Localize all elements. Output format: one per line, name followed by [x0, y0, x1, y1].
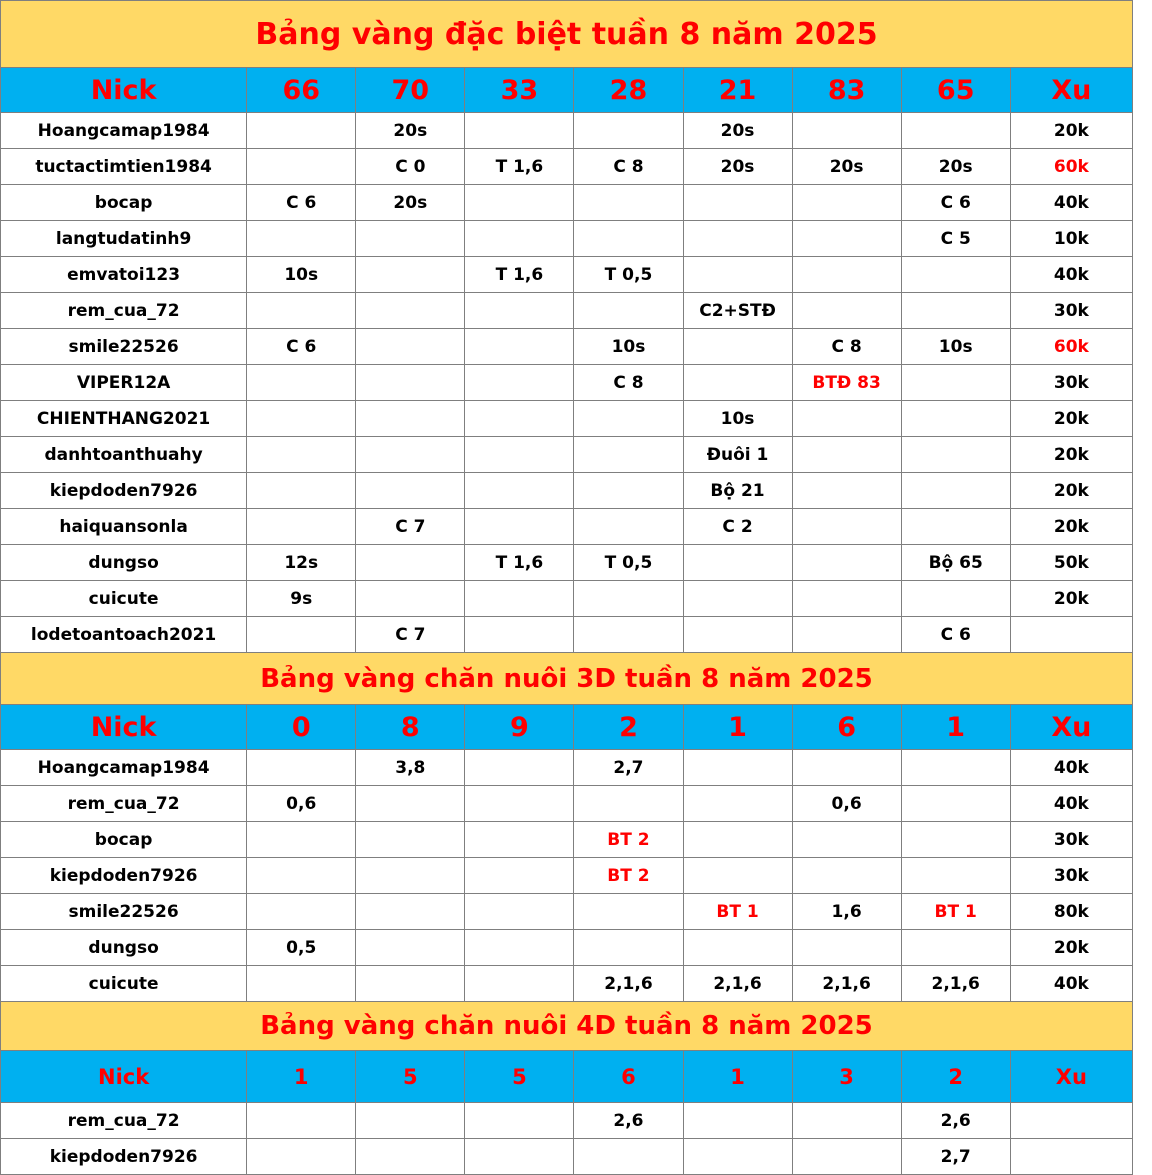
- bet-cell: BT 1: [901, 894, 1010, 930]
- xu-cell: 40k: [1010, 750, 1132, 786]
- table-row: [1, 113, 1133, 149]
- nick-cell: kiepdoden7926: [1, 858, 247, 894]
- nick-cell: rem_cua_72: [1, 1103, 247, 1139]
- nick-cell: tuctactimtien1984: [1, 149, 247, 185]
- bet-cell: 2,7: [574, 750, 683, 786]
- section1-header-col-5: 21: [683, 68, 792, 113]
- nick-cell: dungso: [1, 545, 247, 581]
- bet-cell: C 0: [356, 149, 465, 185]
- bet-cell: [356, 545, 465, 581]
- section1-title: Bảng vàng đặc biệt tuần 8 năm 2025: [1, 1, 1133, 68]
- nick-cell: bocap: [1, 822, 247, 858]
- section2-header-col-5: 1: [683, 705, 792, 750]
- bet-cell: [683, 365, 792, 401]
- bet-cell: [465, 185, 574, 221]
- bet-cell: [465, 930, 574, 966]
- bet-cell: [465, 221, 574, 257]
- section3-header-nick: Nick: [1, 1051, 247, 1103]
- bet-cell: [792, 113, 901, 149]
- xu-cell: 30k: [1010, 365, 1132, 401]
- xu-cell: 30k: [1010, 858, 1132, 894]
- bet-cell: [356, 822, 465, 858]
- bet-cell: [465, 365, 574, 401]
- bet-cell: [901, 509, 1010, 545]
- bet-cell: [792, 437, 901, 473]
- bet-cell: [792, 858, 901, 894]
- table-row: [1, 149, 1133, 185]
- bet-cell: [574, 473, 683, 509]
- bet-cell: [465, 113, 574, 149]
- bet-cell: [792, 473, 901, 509]
- section2-header-col-1: 0: [247, 705, 356, 750]
- table-row: [1, 329, 1133, 365]
- xu-cell: 80k: [1010, 894, 1132, 930]
- bet-cell: C 6: [247, 329, 356, 365]
- bet-cell: [792, 257, 901, 293]
- xu-cell: 50k: [1010, 545, 1132, 581]
- section2-header-xu: Xu: [1010, 705, 1132, 750]
- bet-cell: 20s: [683, 149, 792, 185]
- bet-cell: C 6: [901, 617, 1010, 653]
- section2-header-col-3: 9: [465, 705, 574, 750]
- table-row: [1, 930, 1133, 966]
- bet-cell: [901, 581, 1010, 617]
- bet-cell: [792, 221, 901, 257]
- bet-cell: 2,1,6: [901, 966, 1010, 1002]
- bet-cell: BT 1: [683, 894, 792, 930]
- bet-cell: [574, 581, 683, 617]
- bet-cell: [247, 113, 356, 149]
- bet-cell: [574, 437, 683, 473]
- xu-cell: 40k: [1010, 185, 1132, 221]
- bet-cell: 20s: [356, 113, 465, 149]
- nick-cell: smile22526: [1, 894, 247, 930]
- xu-cell: 10k: [1010, 221, 1132, 257]
- section3-header-col-7: 2: [901, 1051, 1010, 1103]
- bet-cell: [574, 401, 683, 437]
- xu-cell: 30k: [1010, 293, 1132, 329]
- bet-cell: [356, 858, 465, 894]
- bet-cell: [356, 401, 465, 437]
- table-row: [1, 1139, 1133, 1175]
- section3-header-col-2: 5: [356, 1051, 465, 1103]
- section2-header-col-6: 6: [792, 705, 901, 750]
- table-row: [1, 401, 1133, 437]
- bet-cell: [247, 509, 356, 545]
- bet-cell: 12s: [247, 545, 356, 581]
- bet-cell: [247, 293, 356, 329]
- table-row: [1, 365, 1133, 401]
- bet-cell: BT 2: [574, 822, 683, 858]
- nick-cell: smile22526: [1, 329, 247, 365]
- bet-cell: [465, 858, 574, 894]
- bet-cell: [247, 617, 356, 653]
- table-row: [1, 617, 1133, 653]
- bet-cell: [356, 293, 465, 329]
- table-row: [1, 581, 1133, 617]
- bet-cell: [356, 329, 465, 365]
- bet-cell: [356, 894, 465, 930]
- bet-cell: [901, 437, 1010, 473]
- bet-cell: [247, 149, 356, 185]
- bet-cell: [465, 786, 574, 822]
- table-row: [1, 185, 1133, 221]
- bet-cell: [356, 473, 465, 509]
- bet-cell: [356, 1103, 465, 1139]
- bet-cell: C 7: [356, 509, 465, 545]
- bet-cell: [465, 473, 574, 509]
- nick-cell: lodetoantoach2021: [1, 617, 247, 653]
- bet-cell: C2+STĐ: [683, 293, 792, 329]
- bet-cell: Đuôi 1: [683, 437, 792, 473]
- bet-cell: [574, 185, 683, 221]
- section3-header-col-3: 5: [465, 1051, 574, 1103]
- section3-header-row: [1, 1051, 1133, 1103]
- xu-cell: 30k: [1010, 822, 1132, 858]
- bet-cell: 10s: [247, 257, 356, 293]
- bet-cell: 0,5: [247, 930, 356, 966]
- bet-cell: BTĐ 83: [792, 365, 901, 401]
- bet-cell: [901, 822, 1010, 858]
- nick-cell: rem_cua_72: [1, 786, 247, 822]
- bet-cell: 9s: [247, 581, 356, 617]
- bet-cell: [465, 1139, 574, 1175]
- bet-cell: [465, 437, 574, 473]
- bet-cell: [683, 750, 792, 786]
- section1-header-row: [1, 68, 1133, 113]
- xu-cell: 20k: [1010, 473, 1132, 509]
- bet-cell: [683, 185, 792, 221]
- bet-cell: [356, 437, 465, 473]
- bet-cell: [683, 257, 792, 293]
- bet-cell: C 6: [247, 185, 356, 221]
- bet-cell: T 1,6: [465, 545, 574, 581]
- bet-cell: T 0,5: [574, 257, 683, 293]
- bet-cell: [574, 930, 683, 966]
- bet-cell: [683, 930, 792, 966]
- bet-cell: [683, 858, 792, 894]
- bet-cell: [465, 894, 574, 930]
- bet-cell: [574, 1139, 683, 1175]
- bet-cell: [792, 581, 901, 617]
- nick-cell: Hoangcamap1984: [1, 750, 247, 786]
- bet-cell: [792, 617, 901, 653]
- bet-cell: [356, 1139, 465, 1175]
- section2-header-col-7: 1: [901, 705, 1010, 750]
- bet-cell: [792, 293, 901, 329]
- table-row: [1, 293, 1133, 329]
- xu-cell: [1010, 1103, 1132, 1139]
- bet-cell: [683, 822, 792, 858]
- bet-cell: [574, 113, 683, 149]
- xu-cell: 20k: [1010, 437, 1132, 473]
- leaderboard-body: [1, 1, 1133, 1175]
- bet-cell: 10s: [574, 329, 683, 365]
- nick-cell: CHIENTHANG2021: [1, 401, 247, 437]
- bet-cell: 2,6: [901, 1103, 1010, 1139]
- nick-cell: emvatoi123: [1, 257, 247, 293]
- bet-cell: [247, 1139, 356, 1175]
- table-row: [1, 1103, 1133, 1139]
- section1-header-col-3: 33: [465, 68, 574, 113]
- table-row: [1, 473, 1133, 509]
- bet-cell: [356, 581, 465, 617]
- table-row: [1, 257, 1133, 293]
- xu-cell: [1010, 1139, 1132, 1175]
- table-row: [1, 858, 1133, 894]
- table-row: [1, 822, 1133, 858]
- xu-cell: 40k: [1010, 966, 1132, 1002]
- table-row: [1, 437, 1133, 473]
- bet-cell: [792, 822, 901, 858]
- bet-cell: 10s: [683, 401, 792, 437]
- xu-cell: [1010, 617, 1132, 653]
- bet-cell: [247, 894, 356, 930]
- bet-cell: [901, 858, 1010, 894]
- bet-cell: [574, 617, 683, 653]
- section1-header-col-1: 66: [247, 68, 356, 113]
- bet-cell: [901, 257, 1010, 293]
- bet-cell: [247, 437, 356, 473]
- bet-cell: T 0,5: [574, 545, 683, 581]
- bet-cell: [683, 329, 792, 365]
- nick-cell: VIPER12A: [1, 365, 247, 401]
- section1-header-col-2: 70: [356, 68, 465, 113]
- section3-title-row: [1, 1002, 1133, 1051]
- bet-cell: [465, 293, 574, 329]
- bet-cell: [683, 1103, 792, 1139]
- bet-cell: [247, 1103, 356, 1139]
- bet-cell: C 8: [574, 149, 683, 185]
- bet-cell: [901, 930, 1010, 966]
- bet-cell: [792, 1103, 901, 1139]
- bet-cell: [901, 786, 1010, 822]
- bet-cell: 2,7: [901, 1139, 1010, 1175]
- section3-title: Bảng vàng chăn nuôi 4D tuần 8 năm 2025: [1, 1002, 1133, 1051]
- bet-cell: 2,1,6: [574, 966, 683, 1002]
- nick-cell: rem_cua_72: [1, 293, 247, 329]
- bet-cell: 2,6: [574, 1103, 683, 1139]
- section2-header-row: [1, 705, 1133, 750]
- bet-cell: Bộ 65: [901, 545, 1010, 581]
- bet-cell: [356, 257, 465, 293]
- bet-cell: [901, 113, 1010, 149]
- bet-cell: [792, 509, 901, 545]
- section3-header-col-1: 1: [247, 1051, 356, 1103]
- bet-cell: [465, 401, 574, 437]
- table-row: [1, 786, 1133, 822]
- section1-header-col-7: 65: [901, 68, 1010, 113]
- nick-cell: haiquansonla: [1, 509, 247, 545]
- bet-cell: C 5: [901, 221, 1010, 257]
- bet-cell: [574, 293, 683, 329]
- table-row: [1, 221, 1133, 257]
- bet-cell: T 1,6: [465, 257, 574, 293]
- bet-cell: [574, 786, 683, 822]
- nick-cell: dungso: [1, 930, 247, 966]
- section1-header-xu: Xu: [1010, 68, 1132, 113]
- bet-cell: [792, 545, 901, 581]
- bet-cell: 0,6: [792, 786, 901, 822]
- xu-cell: 40k: [1010, 786, 1132, 822]
- bet-cell: C 7: [356, 617, 465, 653]
- table-row: [1, 894, 1133, 930]
- bet-cell: [792, 401, 901, 437]
- bet-cell: [683, 545, 792, 581]
- bet-cell: 2,1,6: [792, 966, 901, 1002]
- nick-cell: kiepdoden7926: [1, 1139, 247, 1175]
- nick-cell: cuicute: [1, 966, 247, 1002]
- bet-cell: [574, 894, 683, 930]
- bet-cell: [356, 221, 465, 257]
- bet-cell: [356, 930, 465, 966]
- bet-cell: [247, 365, 356, 401]
- bet-cell: 20s: [901, 149, 1010, 185]
- bet-cell: [683, 581, 792, 617]
- bet-cell: [465, 1103, 574, 1139]
- nick-cell: langtudatinh9: [1, 221, 247, 257]
- bet-cell: [683, 786, 792, 822]
- bet-cell: [683, 221, 792, 257]
- bet-cell: [683, 1139, 792, 1175]
- table-row: [1, 545, 1133, 581]
- bet-cell: [574, 509, 683, 545]
- bet-cell: [356, 365, 465, 401]
- bet-cell: C 8: [574, 365, 683, 401]
- section1-header-col-6: 83: [792, 68, 901, 113]
- bet-cell: [901, 401, 1010, 437]
- bet-cell: T 1,6: [465, 149, 574, 185]
- bet-cell: 1,6: [792, 894, 901, 930]
- bet-cell: [465, 581, 574, 617]
- bet-cell: [792, 1139, 901, 1175]
- table-row: [1, 750, 1133, 786]
- bet-cell: [356, 786, 465, 822]
- section2-header-nick: Nick: [1, 705, 247, 750]
- bet-cell: 3,8: [356, 750, 465, 786]
- bet-cell: 20s: [792, 149, 901, 185]
- bet-cell: 20s: [356, 185, 465, 221]
- bet-cell: [247, 966, 356, 1002]
- bet-cell: [683, 617, 792, 653]
- section2-header-col-2: 8: [356, 705, 465, 750]
- xu-cell: 20k: [1010, 401, 1132, 437]
- section2-header-col-4: 2: [574, 705, 683, 750]
- bet-cell: [247, 858, 356, 894]
- xu-cell: 20k: [1010, 930, 1132, 966]
- bet-cell: C 6: [901, 185, 1010, 221]
- section3-header-col-4: 6: [574, 1051, 683, 1103]
- xu-cell: 40k: [1010, 257, 1132, 293]
- bet-cell: [465, 822, 574, 858]
- bet-cell: 2,1,6: [683, 966, 792, 1002]
- section2-title-row: [1, 653, 1133, 705]
- section3-header-xu: Xu: [1010, 1051, 1132, 1103]
- bet-cell: [792, 930, 901, 966]
- bet-cell: 0,6: [247, 786, 356, 822]
- bet-cell: [247, 822, 356, 858]
- bet-cell: [247, 221, 356, 257]
- section1-title-row: [1, 1, 1133, 68]
- bet-cell: [901, 365, 1010, 401]
- section3-header-col-5: 1: [683, 1051, 792, 1103]
- bet-cell: [465, 509, 574, 545]
- bet-cell: [465, 966, 574, 1002]
- bet-cell: [247, 401, 356, 437]
- bet-cell: Bộ 21: [683, 473, 792, 509]
- section1-header-col-4: 28: [574, 68, 683, 113]
- xu-cell: 20k: [1010, 509, 1132, 545]
- section3-header-col-6: 3: [792, 1051, 901, 1103]
- bet-cell: [465, 617, 574, 653]
- bet-cell: 20s: [683, 113, 792, 149]
- bet-cell: [356, 966, 465, 1002]
- bet-cell: C 2: [683, 509, 792, 545]
- bet-cell: [901, 293, 1010, 329]
- bet-cell: BT 2: [574, 858, 683, 894]
- section1-header-nick: Nick: [1, 68, 247, 113]
- bet-cell: [901, 750, 1010, 786]
- table-row: [1, 509, 1133, 545]
- bet-cell: 10s: [901, 329, 1010, 365]
- nick-cell: kiepdoden7926: [1, 473, 247, 509]
- bet-cell: [247, 750, 356, 786]
- bet-cell: [465, 750, 574, 786]
- table-row: [1, 966, 1133, 1002]
- xu-cell: 20k: [1010, 581, 1132, 617]
- xu-cell: 20k: [1010, 113, 1132, 149]
- bet-cell: [792, 750, 901, 786]
- bet-cell: C 8: [792, 329, 901, 365]
- xu-cell: 60k: [1010, 329, 1132, 365]
- xu-cell: 60k: [1010, 149, 1132, 185]
- bet-cell: [465, 329, 574, 365]
- bet-cell: [574, 221, 683, 257]
- nick-cell: cuicute: [1, 581, 247, 617]
- nick-cell: danhtoanthuahy: [1, 437, 247, 473]
- bet-cell: [901, 473, 1010, 509]
- nick-cell: bocap: [1, 185, 247, 221]
- bet-cell: [792, 185, 901, 221]
- bet-cell: [247, 473, 356, 509]
- nick-cell: Hoangcamap1984: [1, 113, 247, 149]
- section2-title: Bảng vàng chăn nuôi 3D tuần 8 năm 2025: [1, 653, 1133, 705]
